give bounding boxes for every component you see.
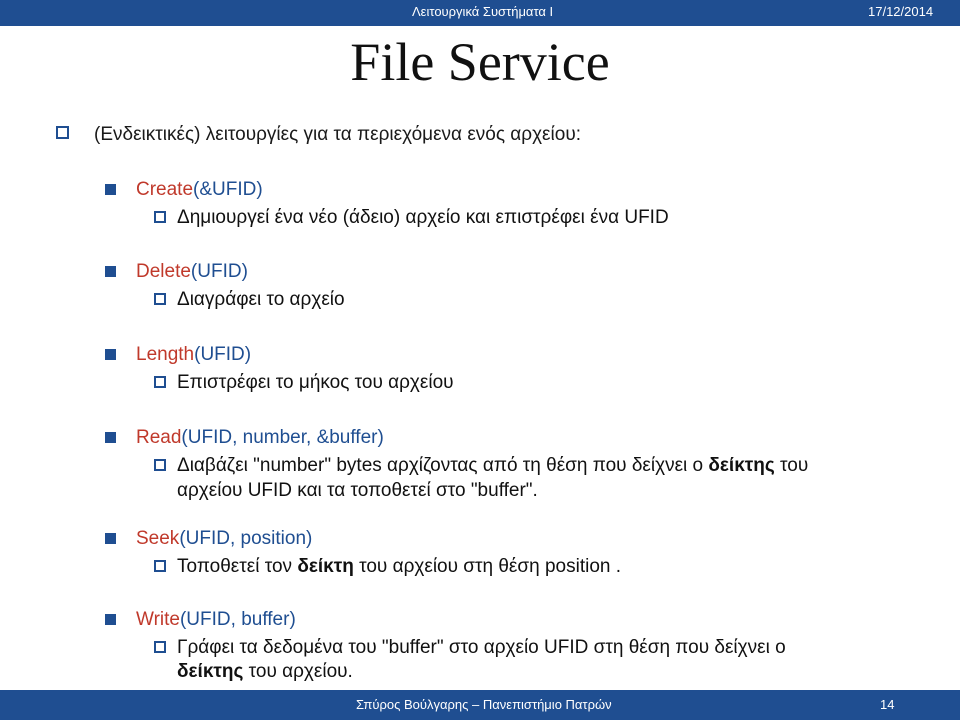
bullet-hollow-square-icon xyxy=(56,126,69,139)
footer-author: Σπύρος Βούλγαρης – Πανεπιστήμιο Πατρών xyxy=(356,697,612,712)
bullet-hollow-square-icon xyxy=(154,211,166,223)
op-read: Read(UFID, number, &buffer) xyxy=(136,427,384,448)
op-length-desc: Επιστρέφει το μήκος του αρχείου xyxy=(177,372,454,393)
bullet-hollow-square-icon xyxy=(154,641,166,653)
bullet-solid-square-icon xyxy=(105,614,116,625)
bullet-solid-square-icon xyxy=(105,266,116,277)
bullet-solid-square-icon xyxy=(105,533,116,544)
intro-text: (Ενδεικτικές) λειτουργίες για τα περιεχόμενα ενός αρχείου: xyxy=(94,124,581,145)
header-date: 17/12/2014 xyxy=(868,4,934,19)
footer-bar xyxy=(0,690,960,720)
op-write: Write(UFID, buffer) xyxy=(136,609,296,630)
op-delete-desc: Διαγράφει το αρχείο xyxy=(177,289,345,310)
op-delete: Delete(UFID) xyxy=(136,261,248,282)
bullet-hollow-square-icon xyxy=(154,293,166,305)
bullet-hollow-square-icon xyxy=(154,560,166,572)
op-read-desc-line2: αρχείου UFID και τα τοποθετεί στο "buffer". xyxy=(177,480,538,501)
op-write-desc-line2: δείκτης του αρχείου. xyxy=(177,661,353,682)
page-number: 14 xyxy=(880,697,895,712)
bullet-hollow-square-icon xyxy=(154,376,166,388)
bullet-solid-square-icon xyxy=(105,432,116,443)
op-seek: Seek(UFID, position) xyxy=(136,528,313,549)
op-length: Length(UFID) xyxy=(136,344,252,365)
bullet-solid-square-icon xyxy=(105,184,116,195)
op-write-desc: Γράφει τα δεδομένα του "buffer" στο αρχείο UFID στη θέση που δείχνει ο xyxy=(177,637,786,658)
op-seek-desc: Τοποθετεί τον δείκτη του αρχείου στη θέση position . xyxy=(177,556,622,577)
op-create: Create(&UFID) xyxy=(136,179,263,200)
op-read-desc: Διαβάζει "number" bytes αρχίζοντας από τη θέση που δείχνει ο δείκτης του xyxy=(177,455,809,476)
header-course: Λειτουργικά Συστήματα Ι xyxy=(412,4,554,19)
op-create-desc: Δημιουργεί ένα νέο (άδειο) αρχείο και επιστρέφει ένα UFID xyxy=(177,207,669,228)
bullet-solid-square-icon xyxy=(105,349,116,360)
slide-title: File Service xyxy=(350,32,610,92)
bullet-hollow-square-icon xyxy=(154,459,166,471)
header-bar xyxy=(0,0,960,26)
